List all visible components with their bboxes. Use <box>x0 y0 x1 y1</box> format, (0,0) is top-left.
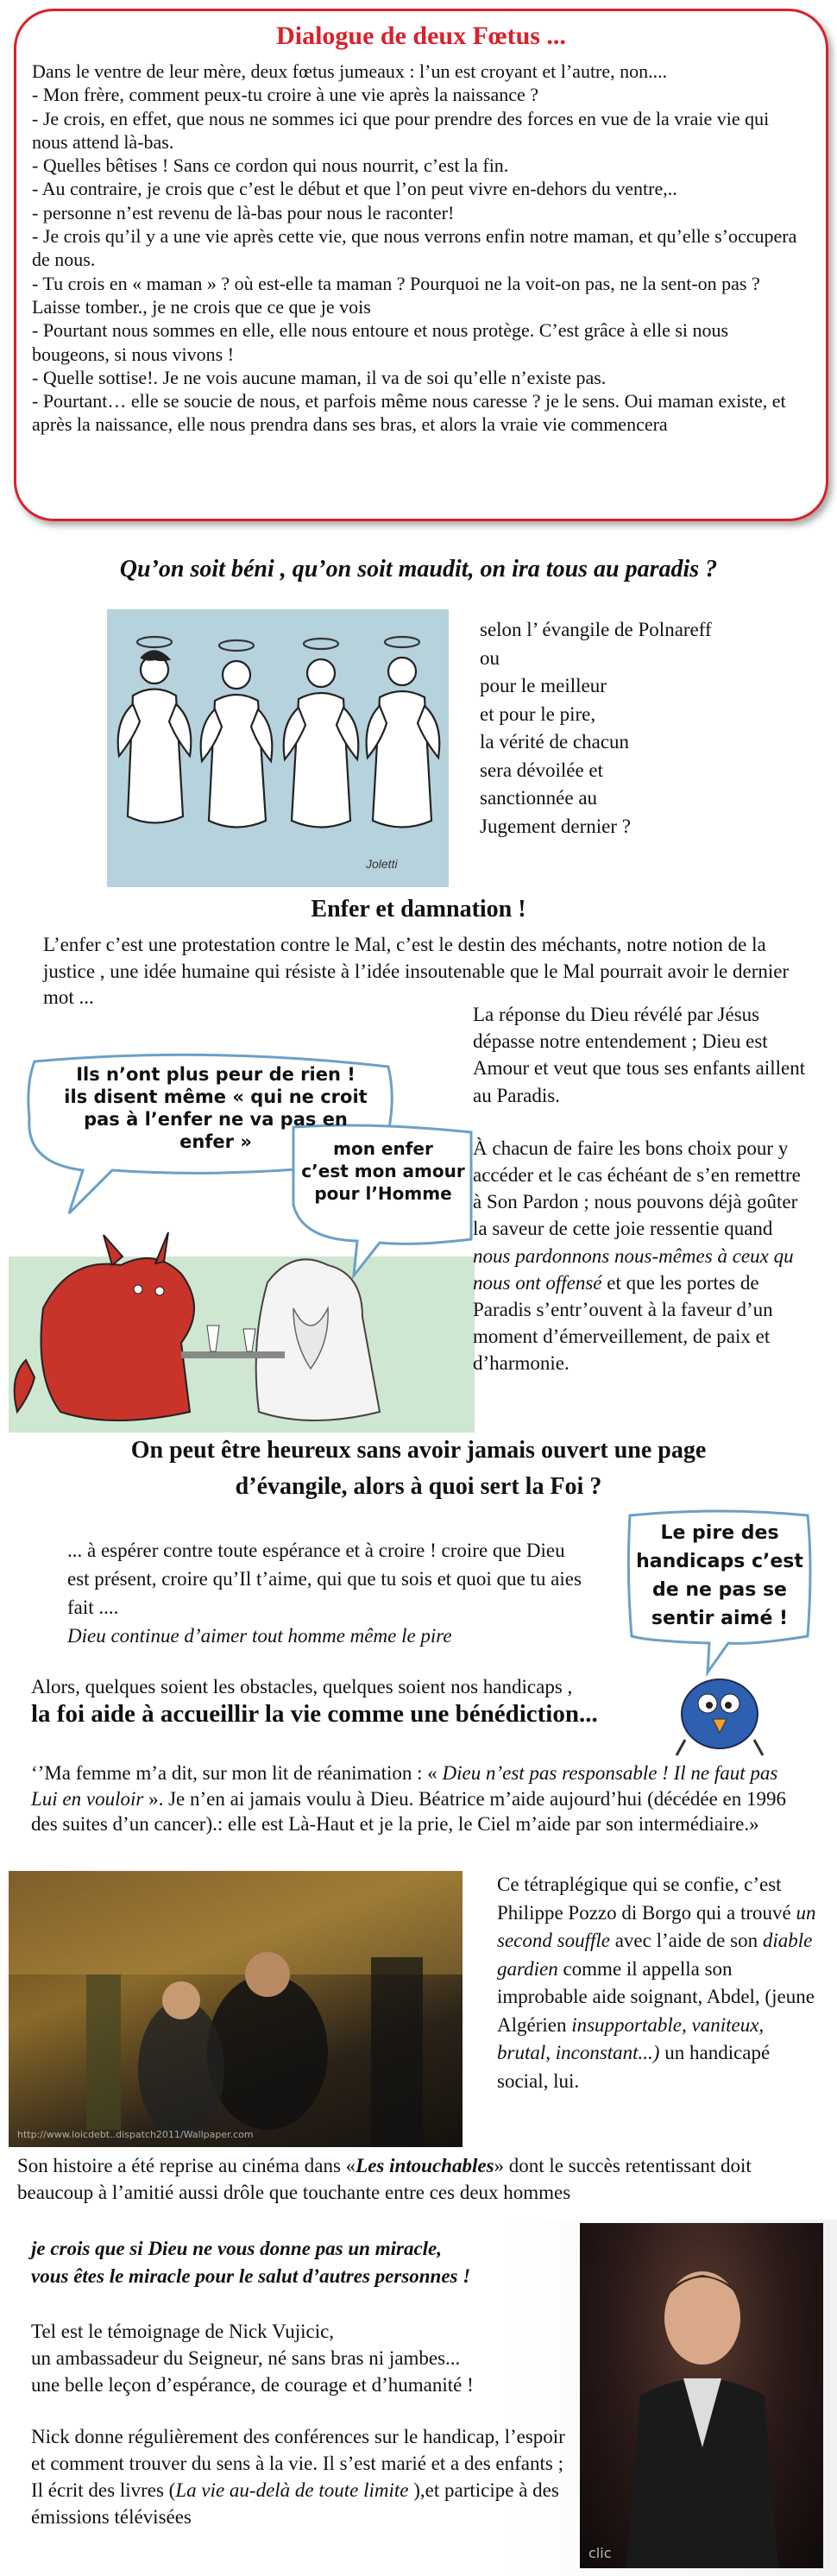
paradise-heading: Qu’on soit béni , qu’on soit maudit, on ira tous au paradis ? <box>119 556 718 583</box>
photo-scene <box>9 1871 463 2147</box>
foetus-text <box>32 60 809 437</box>
bubble-line: de ne pas se <box>652 1579 787 1601</box>
paradise-line: sanctionnée au <box>480 787 598 809</box>
paradise-line: ou <box>480 646 500 669</box>
foi-bold-line: la foi aide à accueillir la vie comme une bénédiction... <box>31 1700 598 1728</box>
paradise-line: et pour le pire, <box>480 702 596 725</box>
foi-heading: On peut être heureux sans avoir jamais ouvert une page d’évangile, alors à quoi sert la Foi ? <box>130 1437 707 1500</box>
enfer-right-text <box>473 1001 811 1377</box>
nick-portrait <box>580 2223 823 2568</box>
foetus-line: - Pourtant nous sommes en elle, elle nous entoure et nous protège. C’est grâce à elle si nous bougeons, si nous vivons ! <box>32 319 729 365</box>
foetus-dialogue-box <box>14 9 828 521</box>
foetus-line: - Je crois, en effet, que nous ne sommes ici que pour prendre des forces en vue de la vraie vie qui nous attend là-bas. <box>32 107 770 153</box>
angels-cartoon <box>107 609 449 887</box>
pozzo-text: Ce tétraplégique qui se confie, c’est Philippe Pozzo di Borgo qui a trouvé un second souffle avec l’aide de son diable gardien comme il appella son improbable aide soignant, Abdel, (jeune Algérien insupportable, vaniteux, brutal, inconstant...) un handicapé social, lui. <box>497 1874 816 2092</box>
cinema-text: Son histoire a été reprise au cinéma dans «Les intouchables» dont le succès retentissant doit beaucoup à l’amitié aussi drôle que touchante entre ces deux hommes <box>17 2155 752 2203</box>
paradise-line: selon l’ évangile de Polnareff <box>480 619 712 640</box>
nick-paragraph-2: Nick donne régulièrement des conférences sur le handicap, l’espoir et comment trouver du sens à la vie. Il s’est marié et a des enfants ; Il écrit des livres (La vie au-delà de toute limite ),et participe à des émissions télévisées <box>31 2426 565 2528</box>
paradise-line: sera dévoilée et <box>480 759 604 781</box>
bubble-line: pour l’Homme <box>314 1183 452 1204</box>
nick-photo-caption: clic <box>588 2545 612 2561</box>
enfer-right-2: À chacun de faire les bons choix pour y accéder et le cas échéant de s’en remettre à Son Pardon ; nous pouvons déjà goûter la saveur de cette joie ressentie quand nous pardonnons nous-mêmes à ceux qu nous ont offensé et que les portes de Paradis s’entr’ouvent à la faveur d’un moment d’émerveillement, de paix et d’harmonie. <box>473 1137 801 1375</box>
bubble-love <box>297 1137 469 1205</box>
bird-bubble <box>633 1519 806 1633</box>
foetus-line: - personne n’est revenu de là-bas pour nous le raconter! <box>32 201 455 224</box>
bubble-line: mon enfer <box>333 1138 433 1159</box>
paradise-line: la vérité de chacun <box>480 731 630 753</box>
foetus-title: Dialogue de deux Fœtus ... <box>276 22 566 50</box>
bubble-line: c’est mon amour <box>301 1161 465 1181</box>
enfer-heading: Enfer et damnation ! <box>311 896 526 923</box>
enfer-right-1: La réponse du Dieu révélé par Jésus dépasse notre entendement ; Dieu est Amour et veut que tous ses enfants aillent au Paradis. <box>473 1004 806 1106</box>
paradise-text <box>480 616 808 841</box>
bubble-line: Le pire des <box>660 1522 779 1544</box>
paradise-line: pour le meilleur <box>480 675 607 696</box>
devil-cartoon <box>9 1049 475 1433</box>
foi-obstacles: Alors, quelques soient les obstacles, quelques soient nos handicaps , <box>31 1676 573 1697</box>
bubble-line: pas à l’enfer ne va pas en <box>84 1109 348 1130</box>
enfer-intro: L’enfer c’est une protestation contre le Mal, c’est le destin des méchants, notre notion de la justice , une idée humaine qui résiste à l’idée insoutenable que le Mal pourrait avoir le dernier mot ... <box>43 934 790 1008</box>
bubble-line: sentir aimé ! <box>651 1608 789 1629</box>
foetus-line: - Je crois qu’il y a une vie après cette vie, que nous verrons enfin notre maman, et qu’elle s’occupera de nous. <box>32 225 797 271</box>
foetus-line: - Pourtant… elle se soucie de nous, et parfois même nous caresse ? je le sens. Oui maman existe, et après la naissance, elle nous prendra dans ses bras, et alors la vraie vie commencera <box>32 390 786 436</box>
foi-quote-italic: Dieu continue d’aimer tout homme même le pire <box>67 1625 452 1647</box>
nick-quote: je crois que si Dieu ne vous donne pas un miracle, vous êtes le miracle pour le salut d’autres personnes ! <box>31 2238 471 2287</box>
nick-photo <box>580 2223 823 2568</box>
foetus-line: - Tu crois en « maman » ? où est-elle ta maman ? Pourquoi ne la voit-on pas, ne la sent-on pas ? Laisse tomber., je ne crois que ce que je vois <box>32 272 760 318</box>
bubble-line: Ils n’ont plus peur de rien ! <box>76 1064 356 1085</box>
foi-quote: ... à espérer contre toute espérance et à croire ! croire que Dieu est présent, croire qu’Il t’aime, qui que tu sois et quoi que tu aies fait .... Dieu continue d’aimer tout homme même le pire <box>67 1536 585 1650</box>
foi-wife: ‘’Ma femme m’a dit, sur mon lit de réanimation : « Dieu n’est pas responsable ! Il ne faut pas Lui en vouloir ». Je n’en ai jamais voulu à Dieu. Béatrice m’aide aujourd’hui (décédée en 1996 des suites d’un cancer).: elle est Là-Haut et je la prie, le Ciel m’aide par son intermédiaire.» <box>31 1762 787 1835</box>
bubble-line: ils disent même « qui ne croit <box>64 1086 368 1107</box>
foetus-line: Dans le ventre de leur mère, deux fœtus jumeaux : l’un est croyant et l’autre, non.... <box>32 60 668 82</box>
cartoon-signature: Joletti <box>366 857 398 871</box>
angels-drawing <box>107 609 449 887</box>
foetus-line: - Quelle sottise!. Je ne vois aucune maman, il va de soi qu’elle n’existe pas. <box>32 366 607 388</box>
intouchables-photo <box>9 1871 463 2147</box>
foetus-line: - Quelles bêtises ! Sans ce cordon qui nous nourrit, c’est la fin. <box>32 154 509 177</box>
bubble-line: enfer » <box>179 1131 252 1152</box>
paradise-line: Jugement dernier ? <box>480 815 631 837</box>
photo-caption: http://www.loicdebt..dispatch2011/Wallpaper.com <box>17 2129 254 2140</box>
foetus-line: - Au contraire, je crois que c’est le début et que l’on peut vivre en-dehors du ventre,.. <box>32 178 677 200</box>
nick-paragraph-1: Tel est le témoignage de Nick Vujicic, un ambassadeur du Seigneur, né sans bras ni jambes... une belle leçon d’espérance, de courage et d’humanité ! <box>31 2321 474 2396</box>
bubble-line: handicaps c’est <box>636 1551 803 1572</box>
foetus-line: - Mon frère, comment peux-tu croire à une vie après la naissance ? <box>32 84 539 106</box>
